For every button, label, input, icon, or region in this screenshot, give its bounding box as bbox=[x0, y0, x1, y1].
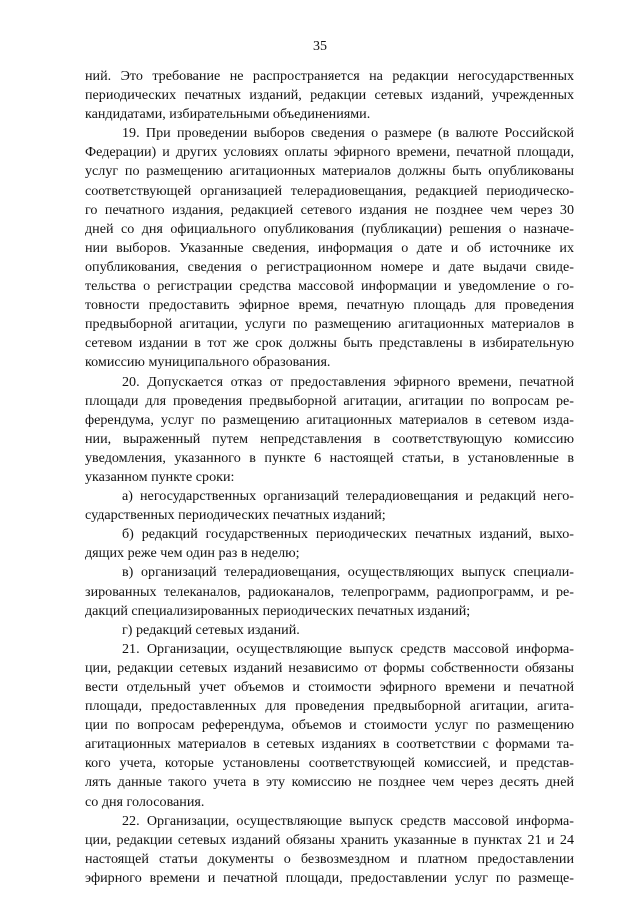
text-line: 22. Организации, осуществляющие выпуск средств массовой информа- bbox=[122, 812, 574, 829]
text-line: го печатного издания, редакцией сетевого издания не позднее чем через 30 bbox=[85, 201, 574, 218]
text-line: кандидатами, избирательными объединениями. bbox=[85, 106, 371, 123]
text-line: соответствующей организацией телерадиовещания, редакцией периодическо- bbox=[85, 182, 574, 199]
text-line: 19. При проведении выборов сведения о размере (в валюте Российской bbox=[122, 125, 574, 142]
text-line: площади для проведения предвыборной агитации, агитации по вопросам ре- bbox=[85, 392, 574, 409]
page-number: 35 bbox=[313, 39, 327, 54]
text-line: тельства о регистрации средства массовой информации и уведомление о го- bbox=[85, 278, 574, 295]
text-line: 21. Организации, осуществляющие выпуск средств массовой информа- bbox=[122, 640, 574, 657]
text-line: нии, выраженный путем непредставления в соответствующую комиссию bbox=[85, 430, 574, 447]
text-line: ферендума, услуг по размещению агитационных материалов в сетевом изда- bbox=[85, 411, 574, 428]
text-line: уведомления, указанного в пункте 6 настоящей статьи, в установленные в bbox=[85, 449, 574, 466]
text-line: комиссию муниципального образования. bbox=[85, 354, 331, 371]
text-line: ний. Это требование не распространяется на редакции негосударственных bbox=[85, 68, 574, 84]
text-line: сетевом издании в тот же срок должны быть представлены в избирательную bbox=[85, 335, 574, 352]
text-line: кого учета, которые установлены соответствующей комиссией, и представ- bbox=[85, 755, 574, 772]
text-line: нии выборов. Указанные сведения, информация о дате и об источнике их bbox=[85, 239, 574, 256]
text-line: г) редакций сетевых изданий. bbox=[122, 621, 300, 638]
text-line: площади, предоставленных для проведения предвыборной агитации, агита- bbox=[85, 698, 574, 715]
text-line: Федерации) и других условиях оплаты эфирного времени, печатной площади, bbox=[85, 144, 574, 161]
text-line: опубликования, сведения о регистрационном номере и дате выдачи свиде- bbox=[85, 258, 574, 275]
text-line: указанном пункте сроки: bbox=[85, 468, 235, 485]
text-line: периодических печатных изданий, редакции сетевых изданий, учрежденных bbox=[85, 87, 574, 104]
text-line: товности предоставить эфирное время, печатную площадь для проведения bbox=[85, 297, 574, 314]
text-line: дакций специализированных периодических печатных изданий; bbox=[85, 602, 471, 619]
text-line: а) негосударственных организаций телерадиовещания и редакций него- bbox=[122, 488, 574, 505]
text-line: со дня голосования. bbox=[85, 793, 205, 810]
text-line: ции по вопросам референдума, объемов и стоимости услуг по размещению bbox=[85, 717, 574, 734]
text-line: настоящей статьи документы о безвозмездном и платном предоставлении bbox=[85, 850, 574, 867]
text-line: сударственных периодических печатных изданий; bbox=[85, 507, 386, 524]
text-line: дней со дня официального опубликования (публикации) решения о назначе- bbox=[85, 220, 574, 237]
text-line: вести отдельный учет объемов и стоимости эфирного времени и печатной bbox=[85, 679, 574, 695]
text-line: услуг по размещению агитационных материалов должны быть опубликованы bbox=[85, 163, 574, 180]
document-body bbox=[85, 67, 574, 888]
text-line: б) редакций государственных периодических печатных изданий, выхо- bbox=[122, 526, 574, 543]
text-line: агитационных материалов в сетевых изданиях в соответствии с формами та- bbox=[85, 736, 574, 753]
text-line: ции, редакции сетевых изданий обязаны хранить указанные в пунктах 21 и 24 bbox=[85, 831, 574, 848]
text-line: ции, редакции сетевых изданий независимо от формы собственности обязаны bbox=[85, 659, 574, 676]
text-line: предвыборной агитации, услуги по размещению агитационных материалов в bbox=[85, 316, 574, 333]
text-line: дящих реже чем один раз в неделю; bbox=[85, 545, 300, 562]
text-line: в) организаций телерадиовещания, осуществляющих выпуск специали- bbox=[122, 564, 574, 581]
text-line: эфирного времени и печатной площади, предоставлении услуг по размеще- bbox=[85, 869, 574, 886]
text-line: лять данные такого учета в эту комиссию не позднее чем через десять дней bbox=[85, 774, 574, 791]
text-line: 20. Допускается отказ от предоставления эфирного времени, печатной bbox=[122, 373, 574, 390]
text-line: зированных телеканалов, радиоканалов, телепрограмм, радиопрограмм, и ре- bbox=[85, 583, 574, 600]
